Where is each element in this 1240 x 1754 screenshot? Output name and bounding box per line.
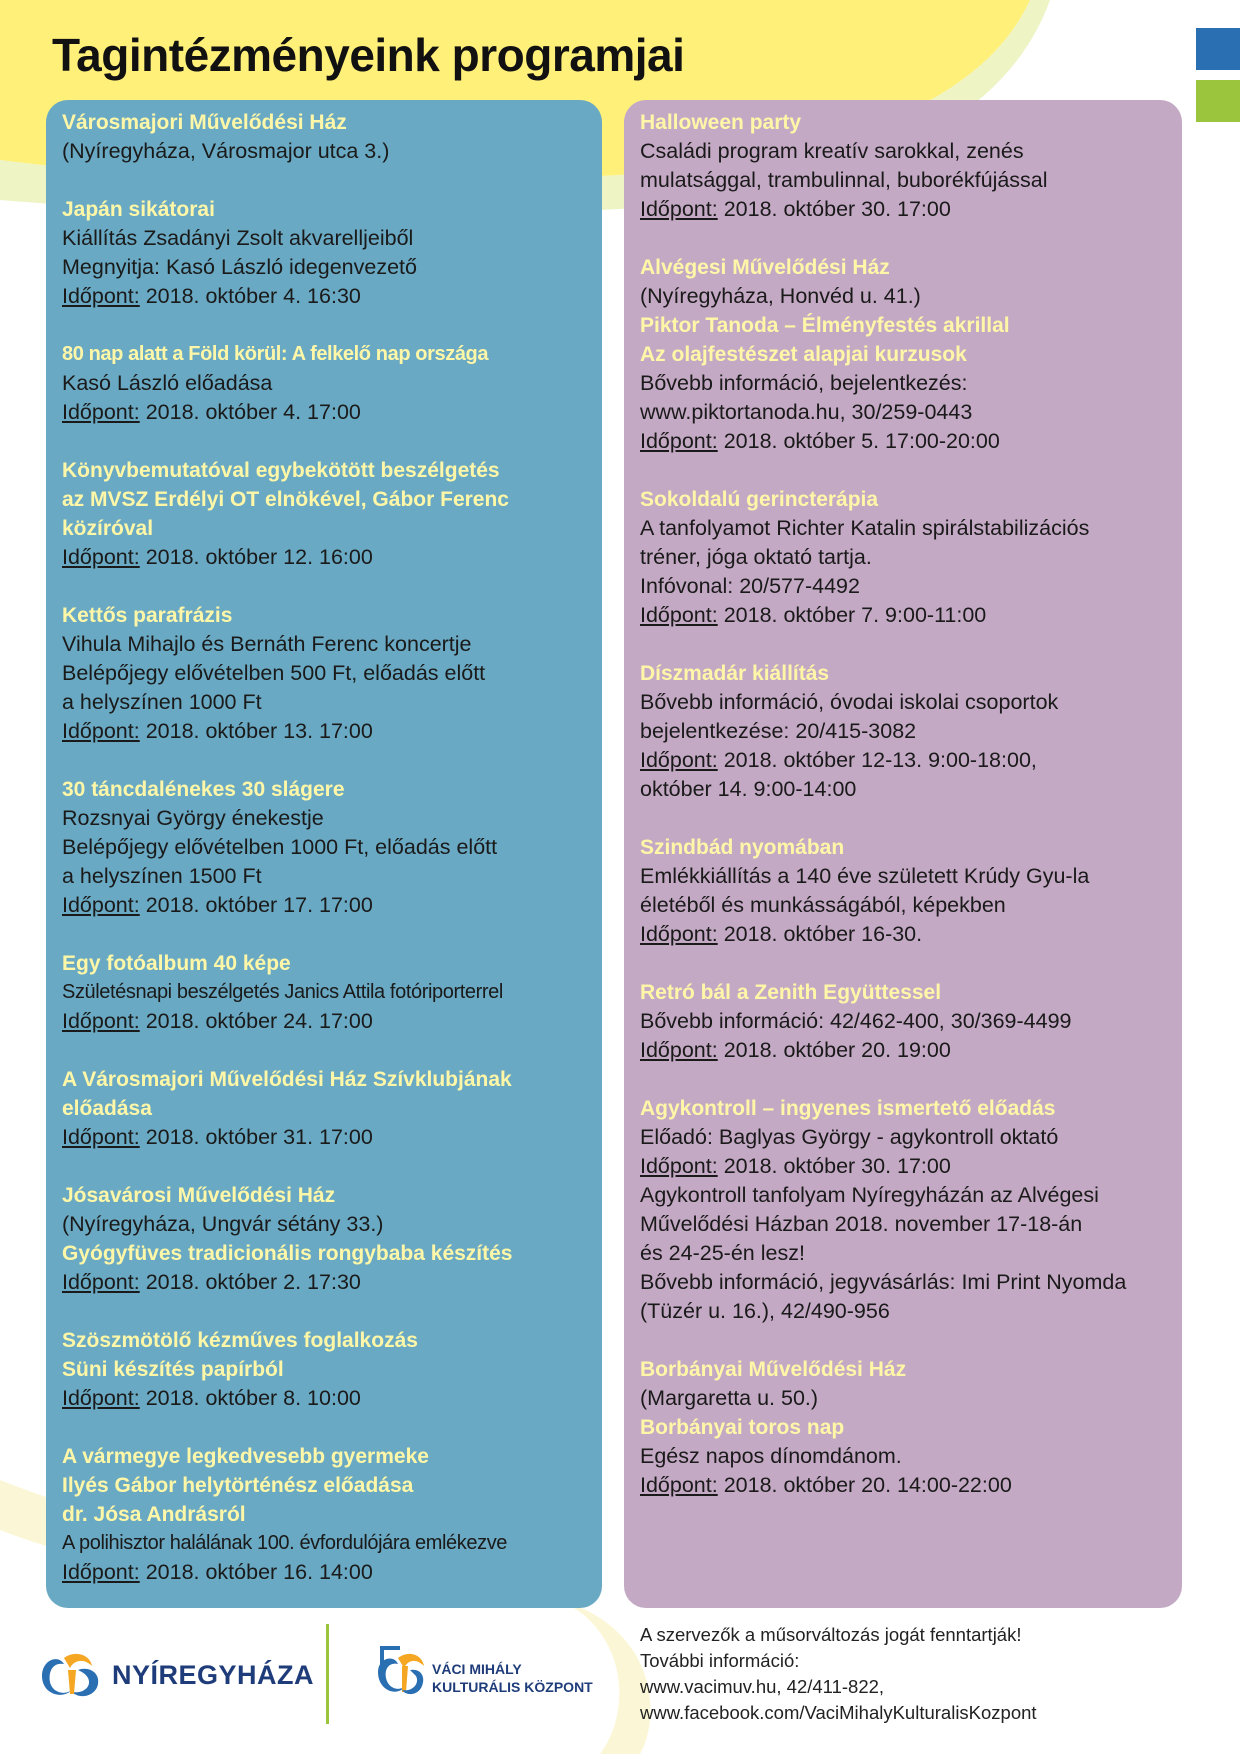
program-time [640, 1036, 1170, 1065]
program-text: Előadó: Baglyas György - agykontroll oktató [640, 1125, 1059, 1149]
program-heading: Szöszmötölő kézműves foglalkozás [62, 1329, 418, 1352]
program-heading: 80 nap alatt a Föld körül: A felkelő nap országa [62, 343, 489, 365]
program-text: életéből és munkásságából, képekben [640, 893, 1006, 917]
time-label: Időpont: [640, 197, 718, 221]
program-text: Bővebb információ, bejelentkezés: [640, 371, 968, 395]
program-text: (Tüzér u. 16.), 42/490-956 [640, 1299, 890, 1323]
program-text: a helyszínen 1000 Ft [62, 690, 262, 714]
program-heading: Egy fotóalbum 40 képe [62, 952, 291, 975]
program-heading: Városmajori Művelődési Ház [62, 111, 347, 134]
time-label: Időpont: [640, 1038, 718, 1062]
program-time [640, 427, 1170, 456]
program-entry [640, 833, 1170, 949]
time-label: Időpont: [640, 922, 718, 946]
program-text: Vihula Mihajlo és Bernáth Ferenc koncertje [62, 632, 472, 656]
program-entry [62, 601, 590, 746]
program-time [62, 1268, 590, 1297]
vaci-mihaly-logo-text [432, 1660, 593, 1696]
program-time [62, 1007, 590, 1036]
program-text: A polihisztor halálának 100. évfordulójára emlékezve [62, 1532, 508, 1554]
program-entry [640, 1094, 1170, 1326]
time-label: Időpont: [640, 1154, 718, 1178]
time-label: Időpont: [62, 400, 140, 424]
time-label: Időpont: [62, 1560, 140, 1584]
time-value: 2018. október 13. 17:00 [139, 719, 373, 743]
program-text: Bővebb információ, óvodai iskolai csoportok [640, 690, 1059, 714]
program-heading: Borbányai toros nap [640, 1416, 845, 1439]
time-value: 2018. október 7. 9:00-11:00 [717, 603, 987, 627]
time-label: Időpont: [62, 1009, 140, 1033]
program-time [640, 601, 1170, 630]
program-entry [62, 195, 590, 311]
program-text: tréner, jóga oktató tartja. [640, 545, 872, 569]
time-label: Időpont: [62, 1386, 140, 1410]
program-text: Rozsnyai György énekestje [62, 806, 324, 830]
time-value: 2018. október 31. 17:00 [139, 1125, 373, 1149]
program-text: (Nyíregyháza, Városmajor utca 3.) [62, 139, 390, 163]
program-heading: Az olajfestészet alapjai kurzusok [640, 343, 967, 366]
program-text: Belépőjegy elővételben 500 Ft, előadás előtt [62, 661, 486, 685]
program-heading: Kettős parafrázis [62, 604, 233, 627]
time-value: 2018. október 30. 17:00 [717, 1154, 951, 1178]
program-heading: Retró bál a Zenith Együttessel [640, 981, 942, 1004]
program-time [640, 195, 1170, 224]
program-text: (Nyíregyháza, Ungvár sétány 33.) [62, 1212, 384, 1236]
program-text: a helyszínen 1500 Ft [62, 864, 262, 888]
program-text: Művelődési Házban 2018. november 17-18-án [640, 1212, 1083, 1236]
time-label: Időpont: [640, 429, 718, 453]
program-heading: Jósavárosi Művelődési Ház [62, 1184, 336, 1207]
program-entry [62, 1181, 590, 1297]
program-text: Bővebb információ: 42/462-400, 30/369-4499 [640, 1009, 1072, 1033]
program-heading: Süni készítés papírból [62, 1358, 284, 1381]
program-text: Megnyitja: Kasó László idegenvezető [62, 255, 417, 279]
program-text: Infóvonal: 20/577-4492 [640, 574, 860, 598]
program-text: bejelentkezése: 20/415-3082 [640, 719, 917, 743]
nyiregyhaza-logo-text: NYÍREGYHÁZA [112, 1660, 315, 1690]
program-heading: Ilyés Gábor helytörténész előadása [62, 1474, 414, 1497]
program-heading: Szindbád nyomában [640, 836, 845, 859]
time-label: Időpont: [640, 1473, 718, 1497]
time-value: 2018. október 20. 19:00 [717, 1038, 951, 1062]
program-heading: Halloween party [640, 111, 802, 134]
program-heading: A Városmajori Művelődési Ház Szívklubjának [62, 1068, 512, 1091]
program-entry [640, 1355, 1170, 1500]
program-text: A tanfolyamot Richter Katalin spirálstabilizációs [640, 516, 1090, 540]
program-text: Agykontroll tanfolyam Nyíregyházán az Alvégesi [640, 1183, 1099, 1207]
program-heading: Piktor Tanoda – Élményfestés akrillal [640, 314, 1010, 337]
program-entry [62, 108, 590, 166]
program-time [640, 920, 1170, 949]
program-heading: Díszmadár kiállítás [640, 662, 830, 685]
time-label: Időpont: [640, 603, 718, 627]
program-heading: Sokoldalú gerincterápia [640, 488, 879, 511]
program-entry [62, 949, 590, 1036]
time-value: 2018. október 20. 14:00-22:00 [717, 1473, 1012, 1497]
time-value: 2018. október 12-13. 9:00-18:00, [717, 748, 1037, 772]
program-text: Kiállítás Zsadányi Zsolt akvarelljeiből [62, 226, 414, 250]
program-heading: dr. Jósa Andrásról [62, 1503, 246, 1526]
program-entry [62, 456, 590, 572]
program-text: Bővebb információ, jegyvásárlás: Imi Print Nyomda [640, 1270, 1127, 1294]
time-label: Időpont: [640, 748, 718, 772]
page-title: Tagintézményeink programjai [52, 29, 685, 81]
time-value: 2018. október 5. 17:00-20:00 [717, 429, 1000, 453]
footer-info [640, 1622, 1037, 1726]
time-label: Időpont: [62, 1125, 140, 1149]
program-text: Emlékkiállítás a 140 éve született Krúdy Gyu-la [640, 864, 1090, 888]
corner-tab-green [1196, 80, 1240, 122]
time-value: 2018. október 24. 17:00 [139, 1009, 373, 1033]
program-entry [640, 485, 1170, 630]
program-text: www.piktortanoda.hu, 30/259-0443 [640, 400, 973, 424]
program-entry [640, 253, 1170, 456]
time-value: 2018. október 2. 17:30 [139, 1270, 361, 1294]
program-heading: A vármegye legkedvesebb gyermeke [62, 1445, 429, 1468]
program-text: Családi program kreatív sarokkal, zenés [640, 139, 1024, 163]
program-heading: Borbányai Művelődési Ház [640, 1358, 907, 1381]
time-value: 2018. október 30. 17:00 [717, 197, 951, 221]
program-time [62, 1123, 590, 1152]
program-time [640, 746, 1170, 775]
time-label: Időpont: [62, 545, 140, 569]
program-heading: Alvégesi Művelődési Ház [640, 256, 890, 279]
footer-line: A szervezők a műsorváltozás jogát fenntartják! [640, 1624, 1022, 1645]
time-value: 2018. október 4. 17:00 [139, 400, 361, 424]
program-heading: Könyvbemutatóval egybekötött beszélgetés [62, 459, 500, 482]
program-text: Kasó László előadása [62, 371, 273, 395]
footer-line: www.facebook.com/VaciMihalyKulturalisKozpont [640, 1702, 1037, 1723]
logo-line-1: VÁCI MIHÁLY [432, 1661, 522, 1677]
program-time [640, 1152, 1170, 1181]
program-heading: előadása [62, 1097, 152, 1120]
program-text: (Nyíregyháza, Honvéd u. 41.) [640, 284, 921, 308]
program-time [62, 543, 590, 572]
program-time [62, 717, 590, 746]
program-time [62, 398, 590, 427]
time-value: 2018. október 16. 14:00 [139, 1560, 373, 1584]
program-entry [62, 1442, 590, 1587]
time-value: 2018. október 8. 10:00 [139, 1386, 361, 1410]
program-text: október 14. 9:00-14:00 [640, 777, 857, 801]
corner-tab-blue [1196, 28, 1240, 70]
footer-line: www.vacimuv.hu, 42/411-822, [640, 1676, 885, 1697]
time-label: Időpont: [62, 1270, 140, 1294]
program-heading: Agykontroll – ingyenes ismertető előadás [640, 1097, 1056, 1120]
program-text: Egész napos dínomdánom. [640, 1444, 902, 1468]
logo-divider [326, 1624, 329, 1724]
time-value: 2018. október 16-30. [717, 922, 923, 946]
time-label: Időpont: [62, 893, 140, 917]
program-entry [640, 108, 1170, 224]
program-heading: közíróval [62, 517, 154, 540]
program-entry [640, 978, 1170, 1065]
program-entry [640, 659, 1170, 804]
program-text: mulatsággal, trambulinnal, buborékfújással [640, 168, 1048, 192]
program-entry [62, 1326, 590, 1413]
program-time [640, 1471, 1170, 1500]
program-text: Belépőjegy elővételben 1000 Ft, előadás előtt [62, 835, 498, 859]
program-time [62, 1384, 590, 1413]
logo-line-2: KULTURÁLIS KÖZPONT [432, 1679, 593, 1695]
time-value: 2018. október 4. 16:30 [139, 284, 361, 308]
program-text: (Margaretta u. 50.) [640, 1386, 819, 1410]
program-time [62, 1558, 590, 1587]
time-value: 2018. október 12. 16:00 [139, 545, 373, 569]
program-heading: az MVSZ Erdélyi OT elnökével, Gábor Ferenc [62, 488, 509, 511]
right-program-panel [624, 100, 1182, 1608]
time-label: Időpont: [62, 719, 140, 743]
nyiregyhaza-logo-icon [34, 1648, 114, 1702]
program-time [62, 282, 590, 311]
program-entry [62, 340, 590, 427]
program-heading: Japán sikátorai [62, 198, 215, 221]
program-heading: 30 táncdalénekes 30 slágere [62, 778, 345, 801]
program-heading: Gyógyfüves tradicionális rongybaba készítés [62, 1242, 513, 1265]
program-entry [62, 775, 590, 920]
left-program-panel [46, 100, 602, 1608]
program-text: Születésnapi beszélgetés Janics Attila fotóriporterrel [62, 981, 503, 1003]
program-text: és 24-25-én lesz! [640, 1241, 805, 1265]
vaci-mihaly-logo-icon [370, 1640, 430, 1706]
time-value: 2018. október 17. 17:00 [139, 893, 373, 917]
footer-line: További információ: [640, 1650, 800, 1671]
program-time [62, 891, 590, 920]
program-entry [62, 1065, 590, 1152]
time-label: Időpont: [62, 284, 140, 308]
